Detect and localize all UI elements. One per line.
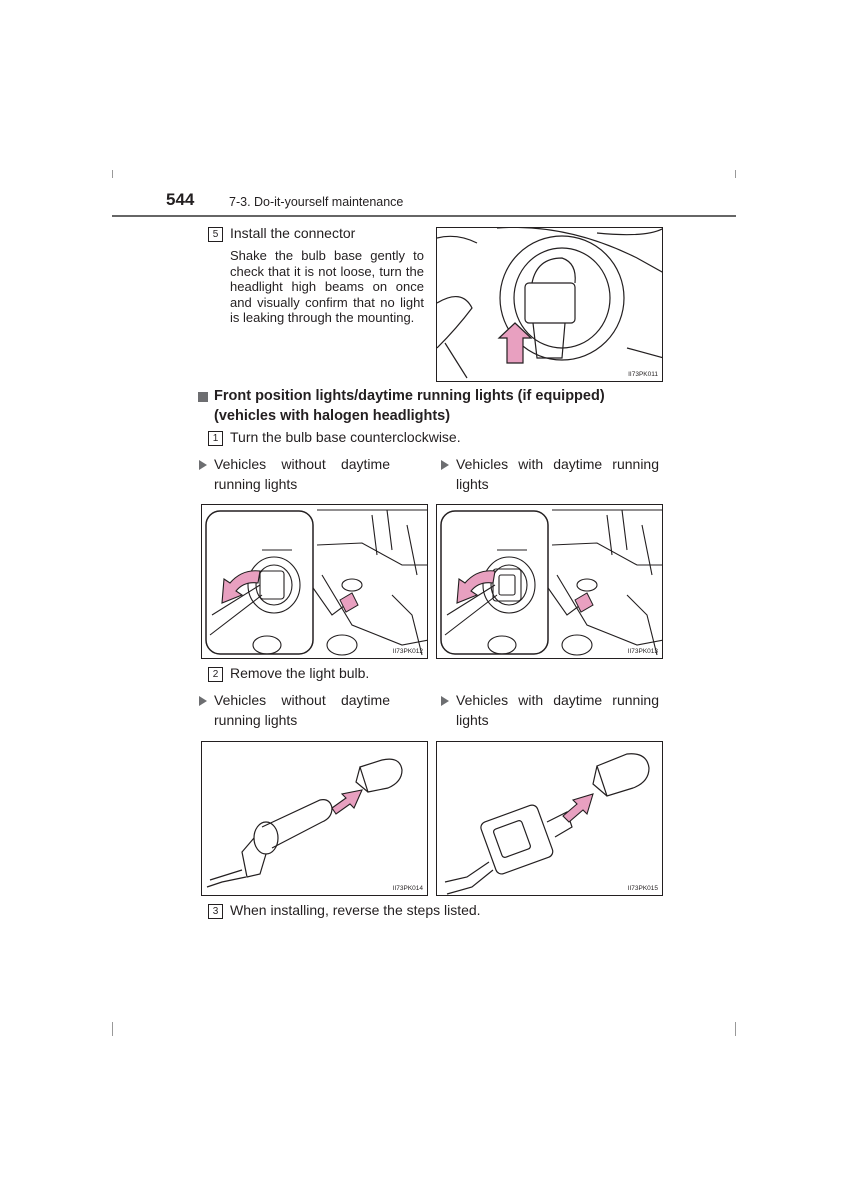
crop-mark bbox=[112, 1022, 113, 1036]
figure-install-connector bbox=[436, 227, 663, 382]
step-text: Turn the bulb base counterclockwise. bbox=[230, 429, 461, 445]
figure-code: II73PK013 bbox=[627, 648, 658, 655]
figure-code: II73PK011 bbox=[628, 371, 658, 378]
section-bullet bbox=[198, 392, 208, 402]
remove-bulb-illustration bbox=[202, 742, 428, 896]
remove-bulb-illustration bbox=[437, 742, 663, 896]
figure-code: II73PK012 bbox=[392, 648, 423, 655]
figure-remove-bulb-without-drl bbox=[201, 741, 428, 896]
crop-mark bbox=[735, 170, 736, 178]
header-rule bbox=[112, 215, 736, 217]
label-without-drl: Vehicles without daytime running lights bbox=[214, 456, 390, 492]
crop-mark bbox=[112, 170, 113, 178]
figure-turn-bulb-without-drl bbox=[201, 504, 428, 659]
step-number-3: 3 bbox=[208, 904, 223, 919]
step-number-2: 2 bbox=[208, 667, 223, 682]
step-text: Remove the light bulb. bbox=[230, 665, 370, 681]
bullet-icon bbox=[441, 696, 449, 706]
figure-code: II73PK015 bbox=[627, 885, 658, 892]
turn-bulb-illustration bbox=[437, 505, 663, 659]
page-number: 544 bbox=[166, 190, 195, 209]
label-with-drl: Vehicles with daytime running lights bbox=[456, 456, 659, 492]
turn-bulb-illustration bbox=[202, 505, 428, 659]
step-text: When installing, reverse the steps listed. bbox=[230, 902, 481, 918]
figure-turn-bulb-with-drl bbox=[436, 504, 663, 659]
bullet-icon bbox=[199, 696, 207, 706]
step-title: Install the connector bbox=[230, 225, 356, 241]
step-number-1: 1 bbox=[208, 431, 223, 446]
step-body: Shake the bulb base gently to check that it is not loose, turn the headlight high beams on once and visually confirm that no light is leaking through the mounting. bbox=[230, 248, 424, 326]
crop-mark bbox=[735, 1022, 736, 1036]
figure-remove-bulb-with-drl bbox=[436, 741, 663, 896]
connector-illustration bbox=[437, 228, 663, 382]
section-header: 7-3. Do-it-yourself maintenance bbox=[229, 195, 404, 209]
step-number-5: 5 bbox=[208, 227, 223, 242]
figure-code: II73PK014 bbox=[392, 885, 423, 892]
label-without-drl: Vehicles without daytime running lights bbox=[214, 692, 390, 728]
section-title: Front position lights/daytime running lights (if equipped) (vehicles with halogen headlights) bbox=[214, 388, 605, 424]
bullet-icon bbox=[441, 460, 449, 470]
bullet-icon bbox=[199, 460, 207, 470]
label-with-drl: Vehicles with daytime running lights bbox=[456, 692, 659, 728]
